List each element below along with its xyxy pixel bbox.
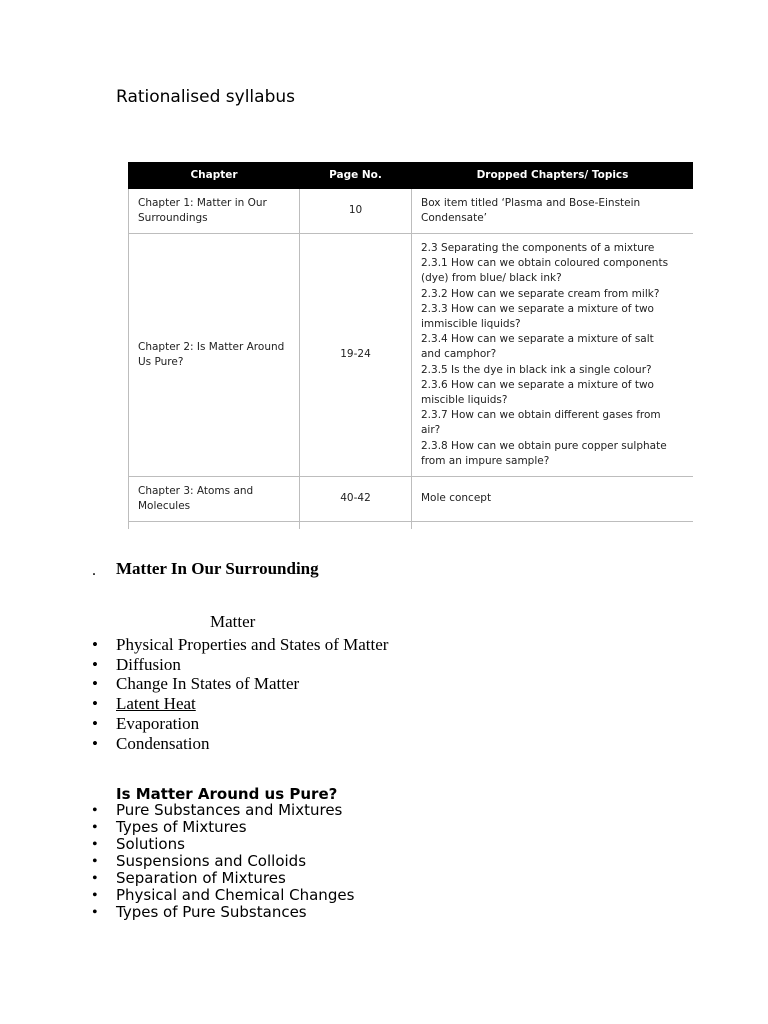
list-item-text: Diffusion <box>116 654 181 674</box>
syllabus-table <box>128 162 693 529</box>
table-row <box>129 189 694 234</box>
bullet-icon: • <box>92 694 98 714</box>
list-item-text: Physical and Chemical Changes <box>116 886 355 904</box>
list-item <box>92 674 388 694</box>
table-row-cut-off <box>129 522 694 530</box>
topics-cell <box>412 234 694 477</box>
chapter-cell <box>129 234 300 477</box>
header-page-no: Page No. <box>300 163 412 189</box>
list-item <box>92 818 354 836</box>
topic-line: Box item titled ‘Plasma and Bose-Einstein <box>421 196 641 209</box>
list-item <box>92 713 388 734</box>
section-heading-matter-surrounding: Matter In Our Surrounding <box>116 559 319 578</box>
chapter-line: Us Pure? <box>138 356 184 368</box>
list-item-text: Separation of Mixtures <box>116 869 286 887</box>
bullet-icon: • <box>92 819 98 836</box>
topic-line: 2.3.3 How can we separate a mixture of two <box>421 302 654 315</box>
syllabus-table-image <box>128 162 693 529</box>
topic-line: 2.3.2 How can we separate cream from milk? <box>421 287 660 300</box>
list-item-text: Change In States of Matter <box>116 674 300 694</box>
topic-line: air? <box>421 424 441 437</box>
bullet-icon: • <box>92 870 98 887</box>
pure-topics-list <box>92 801 355 921</box>
page-cell: 40-42 <box>300 477 412 522</box>
bullet-icon: • <box>92 635 98 654</box>
table-row <box>129 477 694 522</box>
bullet-icon: • <box>92 853 98 870</box>
empty-cell <box>129 522 300 530</box>
matter-topics-list <box>92 635 389 753</box>
list-item-text: Condensation <box>116 733 210 753</box>
list-item-text: Physical Properties and States of Matter <box>116 635 389 654</box>
list-item-text: Types of Pure Substances <box>116 903 307 921</box>
topic-line: 2.3.1 How can we obtain coloured components <box>421 257 669 270</box>
topic-line: immiscible liquids? <box>421 317 521 330</box>
list-item <box>92 801 354 819</box>
bullet-icon: • <box>92 654 98 674</box>
topic-line: 2.3.4 How can we separate a mixture of salt <box>421 333 654 346</box>
section-marker: . <box>92 562 96 579</box>
list-item <box>92 869 354 887</box>
chapter-line: Chapter 3: Atoms and <box>138 484 254 497</box>
bullet-icon: • <box>92 802 98 819</box>
chapter-cell <box>129 189 300 234</box>
table-row <box>129 234 694 477</box>
topic-line: 2.3.7 How can we obtain different gases from <box>421 409 661 422</box>
empty-cell <box>300 522 412 530</box>
topic-line: 2.3.5 Is the dye in black ink a single colour? <box>421 363 652 376</box>
bullet-icon: • <box>92 904 98 921</box>
bullet-icon: • <box>92 887 98 904</box>
topic-line: miscible liquids? <box>421 394 508 406</box>
chapter-line: Chapter 2: Is Matter Around <box>138 340 285 353</box>
list-item <box>92 635 389 655</box>
chapter-line: Molecules <box>138 500 191 512</box>
header-dropped-topics: Dropped Chapters/ Topics <box>412 163 694 189</box>
page-title: Rationalised syllabus <box>116 87 295 107</box>
list-item-text: Types of Mixtures <box>116 818 247 836</box>
latent-heat-link[interactable]: Latent Heat <box>116 694 196 714</box>
topic-line: 2.3.8 How can we obtain pure copper sulphate <box>421 439 667 452</box>
list-item-text: Suspensions and Colloids <box>116 852 307 870</box>
section-heading-matter-pure: Is Matter Around us Pure? <box>116 785 338 803</box>
bullet-icon: • <box>92 674 98 694</box>
list-item <box>92 654 388 675</box>
chapter-line: Chapter 1: Matter in Our <box>138 196 267 209</box>
chapter-line: Surroundings <box>138 212 208 224</box>
topic-line: 2.3.6 How can we separate a mixture of two <box>421 378 654 391</box>
topic-line: Mole concept <box>421 492 492 505</box>
list-item <box>92 835 354 853</box>
page-cell: 19-24 <box>300 234 412 477</box>
list-item <box>92 733 388 754</box>
list-item <box>92 852 354 870</box>
chapter-cell <box>129 477 300 522</box>
empty-cell <box>412 522 694 530</box>
bullet-icon: • <box>92 713 98 733</box>
subheading-matter: Matter <box>210 612 256 631</box>
page-cell: 10 <box>300 189 412 234</box>
list-item <box>92 903 354 921</box>
topic-line: and camphor? <box>421 348 497 361</box>
list-item <box>92 694 388 714</box>
topics-cell <box>412 189 694 234</box>
topics-cell <box>412 477 694 522</box>
topic-line: 2.3 Separating the components of a mixture <box>421 241 655 254</box>
list-item <box>92 886 355 904</box>
topic-line: (dye) from blue/ black ink? <box>421 272 562 285</box>
list-item-text: Pure Substances and Mixtures <box>116 801 343 819</box>
list-item-text: Evaporation <box>116 713 200 733</box>
bullet-icon: • <box>92 836 98 853</box>
list-item-text: Solutions <box>116 835 185 853</box>
topic-line: from an impure sample? <box>421 454 550 467</box>
table-header-row <box>129 163 694 189</box>
header-chapter: Chapter <box>129 163 300 189</box>
topic-line: Condensate’ <box>421 212 488 224</box>
bullet-icon: • <box>92 733 98 753</box>
